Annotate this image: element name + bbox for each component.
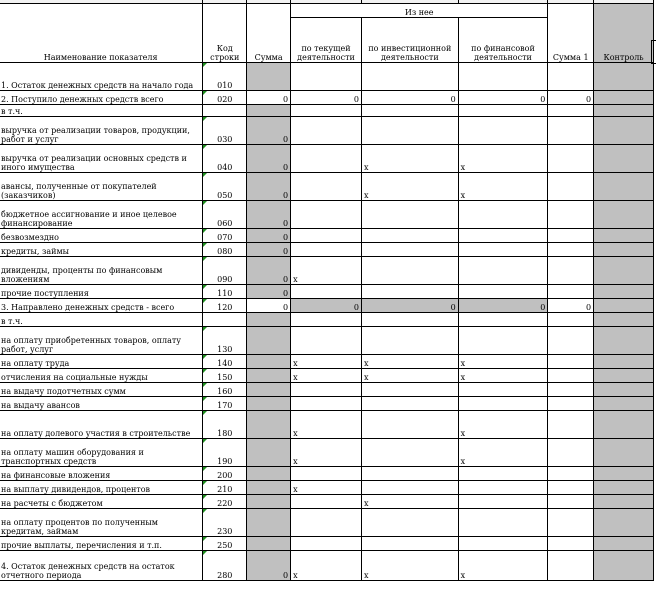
- row-current-cell[interactable]: [291, 145, 362, 173]
- row-sum-cell[interactable]: [247, 495, 291, 509]
- row-sum1-cell[interactable]: [548, 481, 594, 495]
- row-code-text: 230: [217, 527, 233, 536]
- row-financial-cell[interactable]: [458, 285, 548, 299]
- row-code-text: 250: [217, 541, 233, 550]
- row-financial-cell[interactable]: [458, 383, 548, 397]
- table-row: [0, 63, 654, 91]
- row-code-text: 280: [217, 571, 233, 580]
- header-code-cell[interactable]: Код строки: [203, 4, 247, 63]
- row-sum-cell[interactable]: 0: [247, 173, 291, 201]
- table-row: [0, 257, 654, 285]
- row-control-cell[interactable]: [594, 243, 654, 257]
- table-row: [0, 439, 654, 467]
- row-sum-cell[interactable]: [247, 383, 291, 397]
- table-row: [0, 201, 654, 229]
- row-sum1-cell[interactable]: [548, 63, 594, 91]
- row-control-cell[interactable]: [594, 509, 654, 537]
- row-code-cell[interactable]: [203, 243, 247, 257]
- row-control-cell[interactable]: [594, 313, 654, 327]
- row-sum1-cell[interactable]: [548, 145, 594, 173]
- row-control-cell[interactable]: [594, 145, 654, 173]
- comment-indicator-icon: [203, 439, 207, 443]
- row-sum-cell[interactable]: [247, 411, 291, 439]
- row-financial-cell[interactable]: [458, 243, 548, 257]
- row-investment-cell[interactable]: x: [361, 495, 458, 509]
- row-investment-cell[interactable]: x: [361, 355, 458, 369]
- row-code-cell[interactable]: [203, 299, 247, 313]
- row-financial-cell[interactable]: x: [458, 439, 548, 467]
- row-sum1-cell[interactable]: 0: [548, 91, 594, 105]
- row-investment-cell[interactable]: 0: [361, 91, 458, 105]
- header-control-cell[interactable]: Контроль: [594, 4, 654, 63]
- row-code-cell[interactable]: [203, 411, 247, 439]
- row-current-cell[interactable]: x: [291, 355, 362, 369]
- row-code-cell[interactable]: [203, 355, 247, 369]
- row-current-cell[interactable]: [291, 173, 362, 201]
- row-sum-cell[interactable]: 0: [247, 551, 291, 581]
- row-current-cell[interactable]: [291, 495, 362, 509]
- row-sum1-cell[interactable]: [548, 439, 594, 467]
- row-control-cell[interactable]: [594, 327, 654, 355]
- row-sum1-cell[interactable]: [548, 313, 594, 327]
- row-sum1-cell[interactable]: [548, 173, 594, 201]
- row-current-cell[interactable]: [291, 201, 362, 229]
- row-code-text: 070: [217, 233, 233, 242]
- cell-selection-bracket: [651, 40, 656, 64]
- row-control-cell[interactable]: [594, 481, 654, 495]
- row-sum1-cell[interactable]: [548, 243, 594, 257]
- row-code-text: 110: [217, 289, 233, 298]
- row-code-cell[interactable]: [203, 91, 247, 105]
- row-control-cell[interactable]: [594, 495, 654, 509]
- row-sum-cell[interactable]: [247, 481, 291, 495]
- row-code-text: 090: [217, 275, 233, 284]
- row-control-cell[interactable]: [594, 299, 654, 313]
- row-sum-cell[interactable]: 0: [247, 91, 291, 105]
- row-sum1-cell[interactable]: [548, 369, 594, 383]
- row-name-cell[interactable]: 2. Поступило денежных средств всего: [0, 91, 203, 105]
- row-code-cell[interactable]: [203, 467, 247, 481]
- row-control-cell[interactable]: [594, 551, 654, 581]
- row-financial-cell[interactable]: x: [458, 551, 548, 581]
- row-investment-cell[interactable]: [361, 439, 458, 467]
- row-control-cell[interactable]: [594, 173, 654, 201]
- row-current-cell[interactable]: [291, 397, 362, 411]
- row-investment-cell[interactable]: [361, 537, 458, 551]
- row-code-text: 050: [217, 191, 233, 200]
- row-sum-cell[interactable]: 0: [247, 229, 291, 243]
- comment-indicator-icon: [203, 243, 207, 247]
- row-financial-cell[interactable]: [458, 495, 548, 509]
- row-code-text: 170: [217, 401, 233, 410]
- row-code-text: 200: [217, 471, 233, 480]
- row-investment-cell[interactable]: x: [361, 551, 458, 581]
- row-sum-cell[interactable]: 0: [247, 145, 291, 173]
- row-financial-cell[interactable]: [458, 257, 548, 285]
- row-sum1-cell[interactable]: [548, 383, 594, 397]
- row-code-cell[interactable]: [203, 145, 247, 173]
- row-investment-cell[interactable]: [361, 63, 458, 91]
- row-code-text: 130: [217, 345, 233, 354]
- row-financial-cell[interactable]: [458, 467, 548, 481]
- row-code-cell[interactable]: [203, 313, 247, 327]
- row-financial-cell[interactable]: x: [458, 355, 548, 369]
- row-name-cell[interactable]: на оплату процентов по полученным кредитам, займам: [0, 509, 203, 537]
- row-code-text: 020: [217, 95, 233, 104]
- row-code-cell[interactable]: [203, 229, 247, 243]
- row-current-cell[interactable]: x: [291, 551, 362, 581]
- row-name-cell[interactable]: выручка от реализации товаров, продукции, работ и услуг: [0, 117, 203, 145]
- row-financial-cell[interactable]: x: [458, 369, 548, 383]
- row-financial-cell[interactable]: x: [458, 411, 548, 439]
- row-financial-cell[interactable]: x: [458, 145, 548, 173]
- comment-indicator-icon: [203, 229, 207, 233]
- row-name-cell[interactable]: на выплату дивидендов, процентов: [0, 481, 203, 495]
- table-row: [0, 327, 654, 355]
- row-name-cell[interactable]: на оплату приобретенных товаров, оплату работ, услуг: [0, 327, 203, 355]
- row-sum-cell[interactable]: [247, 355, 291, 369]
- row-investment-cell[interactable]: [361, 229, 458, 243]
- row-sum-cell[interactable]: [247, 397, 291, 411]
- table-row: [0, 537, 654, 551]
- row-investment-cell[interactable]: [361, 411, 458, 439]
- comment-indicator-icon: [203, 117, 207, 121]
- comment-indicator-icon: [203, 355, 207, 359]
- row-name-cell[interactable]: кредиты, займы: [0, 243, 203, 257]
- table-row: [0, 467, 654, 481]
- row-investment-cell[interactable]: x: [361, 145, 458, 173]
- row-sum-cell[interactable]: [247, 313, 291, 327]
- row-code-text: 140: [217, 359, 233, 368]
- row-current-cell[interactable]: [291, 105, 362, 117]
- header-name-cell[interactable]: Наименование показателя: [0, 4, 203, 63]
- row-financial-cell[interactable]: [458, 201, 548, 229]
- header-sum1-cell[interactable]: Сумма 1: [548, 4, 594, 63]
- row-current-cell[interactable]: [291, 383, 362, 397]
- row-current-cell[interactable]: [291, 509, 362, 537]
- row-current-cell[interactable]: [291, 285, 362, 299]
- table-row: [0, 551, 654, 581]
- comment-indicator-icon: [203, 551, 207, 555]
- row-current-cell[interactable]: [291, 313, 362, 327]
- row-financial-cell[interactable]: [458, 229, 548, 243]
- row-control-cell[interactable]: [594, 467, 654, 481]
- row-sum-cell[interactable]: [247, 327, 291, 355]
- comment-indicator-icon: [203, 509, 207, 513]
- row-financial-cell[interactable]: [458, 327, 548, 355]
- row-sum1-cell[interactable]: [548, 201, 594, 229]
- row-sum1-cell[interactable]: [548, 105, 594, 117]
- table-row: [0, 145, 654, 173]
- row-code-cell[interactable]: [203, 509, 247, 537]
- row-code-cell[interactable]: [203, 439, 247, 467]
- row-code-text: 060: [217, 219, 233, 228]
- row-name-cell[interactable]: на выдачу авансов: [0, 397, 203, 411]
- row-code-cell[interactable]: [203, 117, 247, 145]
- row-code-cell[interactable]: [203, 257, 247, 285]
- header-current-cell[interactable]: по текущей деятельности: [291, 18, 362, 63]
- row-sum1-cell[interactable]: [548, 285, 594, 299]
- comment-indicator-icon: [203, 383, 207, 387]
- row-name-cell[interactable]: дивиденды, проценты по финансовым вложениям: [0, 257, 203, 285]
- row-sum-cell[interactable]: [247, 509, 291, 537]
- row-code-cell[interactable]: [203, 383, 247, 397]
- row-control-cell[interactable]: [594, 285, 654, 299]
- row-current-cell[interactable]: x: [291, 411, 362, 439]
- row-current-cell[interactable]: [291, 467, 362, 481]
- row-code-text: 080: [217, 247, 233, 256]
- row-current-cell[interactable]: x: [291, 369, 362, 383]
- row-sum-cell[interactable]: [247, 63, 291, 91]
- row-sum-cell[interactable]: [247, 105, 291, 117]
- row-investment-cell[interactable]: [361, 257, 458, 285]
- table-row: [0, 117, 654, 145]
- row-control-cell[interactable]: [594, 63, 654, 91]
- table-row: [0, 91, 654, 105]
- row-sum1-cell[interactable]: [548, 537, 594, 551]
- row-financial-cell[interactable]: 0: [458, 299, 548, 313]
- row-control-cell[interactable]: [594, 117, 654, 145]
- header-investment-cell[interactable]: по инвестиционной деятельности: [361, 18, 458, 63]
- row-name-cell[interactable]: отчисления на социальные нужды: [0, 369, 203, 383]
- row-current-cell[interactable]: x: [291, 481, 362, 495]
- row-financial-cell[interactable]: 0: [458, 91, 548, 105]
- row-control-cell[interactable]: [594, 397, 654, 411]
- table-row: [0, 355, 654, 369]
- row-current-cell[interactable]: [291, 117, 362, 145]
- row-financial-cell[interactable]: x: [458, 173, 548, 201]
- row-investment-cell[interactable]: 0: [361, 299, 458, 313]
- row-sum-cell[interactable]: 0: [247, 299, 291, 313]
- row-investment-cell[interactable]: x: [361, 173, 458, 201]
- row-financial-cell[interactable]: [458, 509, 548, 537]
- row-code-cell[interactable]: [203, 481, 247, 495]
- row-sum-cell[interactable]: 0: [247, 117, 291, 145]
- row-name-cell[interactable]: 1. Остаток денежных средств на начало года: [0, 63, 203, 91]
- header-financial-cell[interactable]: по финансовой деятельности: [458, 18, 548, 63]
- row-sum-cell[interactable]: [247, 369, 291, 383]
- row-financial-cell[interactable]: [458, 117, 548, 145]
- comment-indicator-icon: [203, 369, 207, 373]
- row-sum1-cell[interactable]: [548, 509, 594, 537]
- row-name-cell[interactable]: выручка от реализации основных средств и иного имущества: [0, 145, 203, 173]
- row-sum1-cell[interactable]: [548, 411, 594, 439]
- row-name-cell[interactable]: 4. Остаток денежных средств на остаток отчетного периода: [0, 551, 203, 581]
- row-code-text: 150: [217, 373, 233, 382]
- row-sum1-cell[interactable]: [548, 467, 594, 481]
- row-control-cell[interactable]: [594, 383, 654, 397]
- row-sum1-cell[interactable]: [548, 117, 594, 145]
- row-name-cell[interactable]: на оплату долевого участия в строительстве: [0, 411, 203, 439]
- row-current-cell[interactable]: [291, 537, 362, 551]
- row-sum-cell[interactable]: [247, 467, 291, 481]
- row-code-text: 220: [217, 499, 233, 508]
- row-sum-cell[interactable]: 0: [247, 257, 291, 285]
- row-name-cell[interactable]: 3. Направлено денежных средств - всего: [0, 299, 203, 313]
- row-financial-cell[interactable]: [458, 313, 548, 327]
- row-sum1-cell[interactable]: [548, 327, 594, 355]
- comment-indicator-icon: [203, 327, 207, 331]
- row-name-cell[interactable]: на оплату труда: [0, 355, 203, 369]
- row-code-text: 030: [217, 135, 233, 144]
- row-name-cell[interactable]: прочие выплаты, перечисления и т.п.: [0, 537, 203, 551]
- table-row: [0, 397, 654, 411]
- row-code-text: 160: [217, 387, 233, 396]
- row-sum1-cell[interactable]: [548, 355, 594, 369]
- table-row: [0, 313, 654, 327]
- comment-indicator-icon: [203, 397, 207, 401]
- row-code-text: 040: [217, 163, 233, 172]
- row-sum1-cell[interactable]: [548, 229, 594, 243]
- row-name-cell[interactable]: на оплату машин оборудования и транспортных средств: [0, 439, 203, 467]
- row-sum1-cell[interactable]: [548, 551, 594, 581]
- row-financial-cell[interactable]: [458, 397, 548, 411]
- row-control-cell[interactable]: [594, 411, 654, 439]
- row-financial-cell[interactable]: [458, 63, 548, 91]
- table-row: [0, 243, 654, 257]
- comment-indicator-icon: [203, 173, 207, 177]
- row-investment-cell[interactable]: [361, 243, 458, 257]
- row-code-cell[interactable]: [203, 63, 247, 91]
- comment-indicator-icon: [203, 257, 207, 261]
- table-row: [0, 495, 654, 509]
- row-investment-cell[interactable]: x: [361, 369, 458, 383]
- table-row: [0, 481, 654, 495]
- row-code-cell[interactable]: [203, 369, 247, 383]
- table-row: [0, 369, 654, 383]
- comment-indicator-icon: [203, 299, 207, 303]
- comment-indicator-icon: [203, 467, 207, 471]
- table-row: [0, 229, 654, 243]
- row-current-cell[interactable]: [291, 63, 362, 91]
- row-name-cell[interactable]: авансы, полученные от покупателей (заказчиков): [0, 173, 203, 201]
- row-code-cell[interactable]: [203, 397, 247, 411]
- header-sum-cell[interactable]: Сумма: [247, 4, 291, 63]
- row-current-cell[interactable]: x: [291, 439, 362, 467]
- comment-indicator-icon: [203, 145, 207, 149]
- header-of-which-cell[interactable]: Из нее: [291, 4, 548, 18]
- row-code-text: 010: [217, 81, 233, 90]
- table-row: [0, 383, 654, 397]
- row-sum1-cell[interactable]: [548, 495, 594, 509]
- row-code-text: 190: [217, 457, 233, 466]
- row-code-text: 210: [217, 485, 233, 494]
- table-row: [0, 411, 654, 439]
- row-investment-cell[interactable]: [361, 105, 458, 117]
- row-sum1-cell[interactable]: [548, 397, 594, 411]
- row-name-cell[interactable]: в т.ч.: [0, 105, 203, 117]
- row-financial-cell[interactable]: [458, 481, 548, 495]
- table-row: [0, 285, 654, 299]
- row-sum-cell[interactable]: [247, 537, 291, 551]
- row-current-cell[interactable]: x: [291, 257, 362, 285]
- row-investment-cell[interactable]: [361, 467, 458, 481]
- comment-indicator-icon: [203, 411, 207, 415]
- row-name-cell[interactable]: безвозмездно: [0, 229, 203, 243]
- row-control-cell[interactable]: [594, 229, 654, 243]
- row-code-cell[interactable]: [203, 495, 247, 509]
- table-row: [0, 105, 654, 117]
- row-code-cell[interactable]: [203, 327, 247, 355]
- row-code-cell[interactable]: [203, 285, 247, 299]
- row-code-cell[interactable]: [203, 201, 247, 229]
- table-row: [0, 299, 654, 313]
- row-control-cell[interactable]: [594, 105, 654, 117]
- row-code-cell[interactable]: [203, 551, 247, 581]
- row-investment-cell[interactable]: [361, 481, 458, 495]
- row-control-cell[interactable]: [594, 369, 654, 383]
- row-investment-cell[interactable]: [361, 327, 458, 355]
- row-name-cell[interactable]: на выдачу подотчетных сумм: [0, 383, 203, 397]
- row-current-cell[interactable]: 0: [291, 91, 362, 105]
- row-name-cell[interactable]: на расчеты с бюджетом: [0, 495, 203, 509]
- row-sum-cell[interactable]: [247, 439, 291, 467]
- row-name-cell[interactable]: на финансовые вложения: [0, 467, 203, 481]
- row-control-cell[interactable]: [594, 355, 654, 369]
- table-row: [0, 509, 654, 537]
- row-code-text: 120: [217, 303, 233, 312]
- comment-indicator-icon: [203, 63, 207, 67]
- row-current-cell[interactable]: [291, 327, 362, 355]
- row-investment-cell[interactable]: [361, 285, 458, 299]
- row-current-cell[interactable]: [291, 229, 362, 243]
- row-code-text: 180: [217, 429, 233, 438]
- row-investment-cell[interactable]: [361, 117, 458, 145]
- row-investment-cell[interactable]: [361, 201, 458, 229]
- row-code-cell[interactable]: [203, 173, 247, 201]
- comment-indicator-icon: [203, 91, 207, 95]
- row-name-cell[interactable]: бюджетное ассигнование и иное целевое финансирование: [0, 201, 203, 229]
- comment-indicator-icon: [203, 285, 207, 289]
- row-sum1-cell[interactable]: 0: [548, 299, 594, 313]
- comment-indicator-icon: [203, 495, 207, 499]
- row-control-cell[interactable]: [594, 439, 654, 467]
- row-financial-cell[interactable]: [458, 537, 548, 551]
- row-control-cell[interactable]: [594, 201, 654, 229]
- row-name-cell[interactable]: прочие поступления: [0, 285, 203, 299]
- row-code-cell[interactable]: [203, 105, 247, 117]
- row-current-cell[interactable]: 0: [291, 299, 362, 313]
- row-control-cell[interactable]: [594, 91, 654, 105]
- row-sum-cell[interactable]: 0: [247, 285, 291, 299]
- row-sum-cell[interactable]: 0: [247, 201, 291, 229]
- row-investment-cell[interactable]: [361, 397, 458, 411]
- row-name-cell[interactable]: в т.ч.: [0, 313, 203, 327]
- row-financial-cell[interactable]: [458, 105, 548, 117]
- row-investment-cell[interactable]: [361, 383, 458, 397]
- table-row: [0, 173, 654, 201]
- comment-indicator-icon: [203, 481, 207, 485]
- row-sum-cell[interactable]: 0: [247, 243, 291, 257]
- row-investment-cell[interactable]: [361, 313, 458, 327]
- comment-indicator-icon: [203, 537, 207, 541]
- row-control-cell[interactable]: [594, 257, 654, 285]
- row-current-cell[interactable]: [291, 243, 362, 257]
- row-code-cell[interactable]: [203, 537, 247, 551]
- comment-indicator-icon: [203, 201, 207, 205]
- row-investment-cell[interactable]: [361, 509, 458, 537]
- row-sum1-cell[interactable]: [548, 257, 594, 285]
- row-control-cell[interactable]: [594, 537, 654, 551]
